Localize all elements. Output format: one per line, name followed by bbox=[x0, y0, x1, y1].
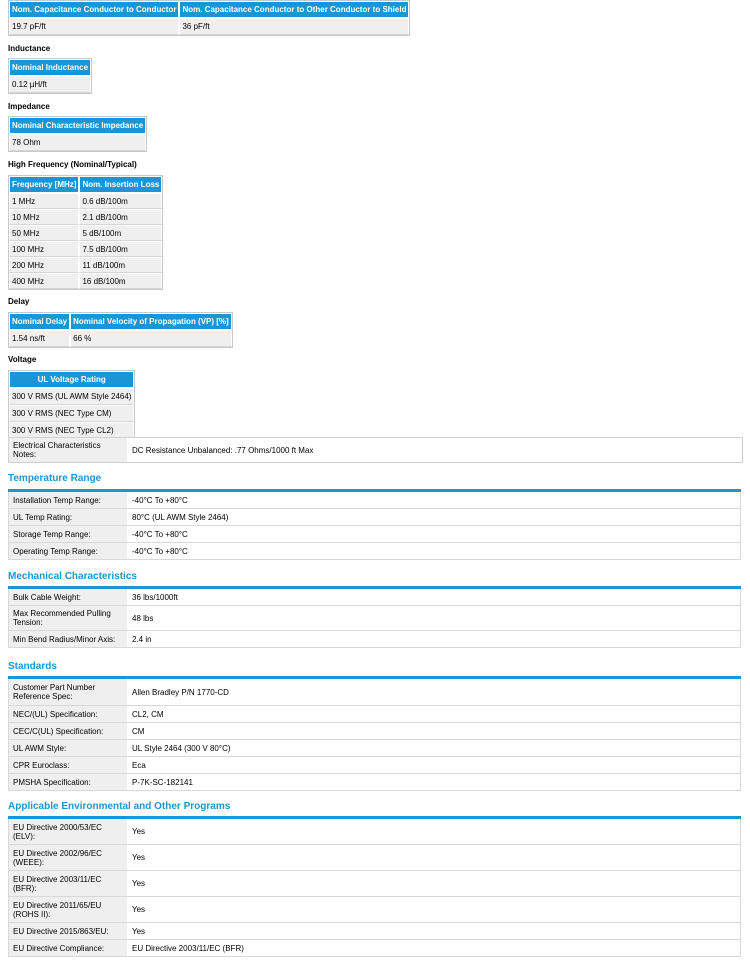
inductance-label: Inductance bbox=[8, 44, 51, 53]
frequency-cell: 200 MHz bbox=[9, 257, 79, 273]
list-item bbox=[8, 631, 741, 648]
inductance-header: Nominal Inductance bbox=[9, 59, 91, 76]
capacitance-header-conductor: Nom. Capacitance Conductor to Conductor bbox=[9, 1, 179, 18]
capacitance-value-shield: 36 pF/ft bbox=[179, 18, 409, 35]
item-key: Installation Temp Range: bbox=[9, 492, 127, 508]
item-key: Customer Part Number Reference Spec: bbox=[9, 679, 127, 705]
impedance-value: 78 Ohm bbox=[9, 134, 146, 151]
insertion-loss-cell: 0.6 dB/100m bbox=[79, 193, 162, 209]
item-value: Yes bbox=[127, 923, 740, 939]
item-value: Allen Bradley P/N 1770-CD bbox=[127, 679, 740, 705]
table-row bbox=[9, 193, 162, 209]
list-item bbox=[8, 606, 741, 631]
item-value: Yes bbox=[127, 819, 740, 844]
frequency-cell: 100 MHz bbox=[9, 241, 79, 257]
voltage-header: UL Voltage Rating bbox=[9, 371, 134, 388]
high-frequency-label: High Frequency (Nominal/Typical) bbox=[8, 160, 137, 169]
item-key: EU Directive 2003/11/EC (BFR): bbox=[9, 871, 127, 896]
item-value: EU Directive 2003/11/EC (BFR) bbox=[127, 940, 740, 956]
velocity-value: 66 % bbox=[70, 330, 232, 347]
frequency-cell: 50 MHz bbox=[9, 225, 79, 241]
item-value: 80°C (UL AWM Style 2464) bbox=[127, 509, 740, 525]
list-item bbox=[8, 819, 741, 845]
environmental-list bbox=[8, 819, 741, 957]
environmental-title: Applicable Environmental and Other Programs bbox=[8, 801, 231, 812]
item-key: Max Recommended Pulling Tension: bbox=[9, 606, 127, 630]
list-item bbox=[8, 723, 741, 740]
delay-table bbox=[8, 312, 233, 348]
standards-list bbox=[8, 679, 741, 791]
list-item bbox=[8, 706, 741, 723]
nominal-delay-header: Nominal Delay bbox=[9, 313, 70, 330]
voltage-label: Voltage bbox=[8, 355, 37, 364]
item-key: EU Directive Compliance: bbox=[9, 940, 127, 956]
frequency-cell: 1 MHz bbox=[9, 193, 79, 209]
insertion-loss-cell: 16 dB/100m bbox=[79, 273, 162, 289]
list-item bbox=[8, 543, 741, 560]
list-item bbox=[8, 845, 741, 871]
impedance-label: Impedance bbox=[8, 102, 50, 111]
list-item bbox=[8, 740, 741, 757]
mechanical-title: Mechanical Characteristics bbox=[8, 571, 137, 582]
item-value: 36 lbs/1000ft bbox=[127, 589, 740, 605]
item-value: Yes bbox=[127, 845, 740, 870]
voltage-cell: 300 V RMS (UL AWM Style 2464) bbox=[9, 388, 134, 405]
electrical-notes bbox=[8, 437, 743, 463]
insertion-loss-header: Nom. Insertion Loss bbox=[79, 176, 162, 193]
list-item bbox=[8, 509, 741, 526]
item-key: Bulk Cable Weight: bbox=[9, 589, 127, 605]
item-value: UL Style 2464 (300 V 80°C) bbox=[127, 740, 740, 756]
frequency-cell: 400 MHz bbox=[9, 273, 79, 289]
list-item bbox=[8, 923, 741, 940]
item-value: -40°C To +80°C bbox=[127, 492, 740, 508]
capacitance-header-shield: Nom. Capacitance Conductor to Other Conductor to Shield bbox=[179, 1, 409, 18]
list-item bbox=[8, 492, 741, 509]
item-value: CM bbox=[127, 723, 740, 739]
item-value: Eca bbox=[127, 757, 740, 773]
insertion-loss-cell: 11 dB/100m bbox=[79, 257, 162, 273]
temperature-title: Temperature Range bbox=[8, 473, 102, 484]
item-key: CEC/C(UL) Specification: bbox=[9, 723, 127, 739]
item-key: Operating Temp Range: bbox=[9, 543, 127, 559]
item-key: EU Directive 2015/863/EU: bbox=[9, 923, 127, 939]
item-value: 48 lbs bbox=[127, 606, 740, 630]
table-row bbox=[9, 209, 162, 225]
capacitance-value-conductor: 19.7 pF/ft bbox=[9, 18, 179, 35]
item-key: EU Directive 2000/53/EC (ELV): bbox=[9, 819, 127, 844]
electrical-notes-key: Electrical Characteristics Notes: bbox=[9, 438, 127, 462]
item-value: Yes bbox=[127, 897, 740, 922]
insertion-loss-cell: 2.1 dB/100m bbox=[79, 209, 162, 225]
item-key: UL AWM Style: bbox=[9, 740, 127, 756]
table-row bbox=[9, 273, 162, 289]
table-row bbox=[9, 225, 162, 241]
list-item bbox=[8, 940, 741, 957]
list-item bbox=[8, 526, 741, 543]
inductance-table bbox=[8, 58, 92, 94]
velocity-header: Nominal Velocity of Propagation (VP) [%] bbox=[70, 313, 232, 330]
list-item bbox=[8, 757, 741, 774]
frequency-header: Frequency [MHz] bbox=[9, 176, 79, 193]
voltage-table bbox=[8, 370, 135, 440]
voltage-cell: 300 V RMS (NEC Type CL2) bbox=[9, 422, 134, 439]
item-value: -40°C To +80°C bbox=[127, 543, 740, 559]
table-row bbox=[9, 241, 162, 257]
high-frequency-table bbox=[8, 175, 163, 290]
voltage-cell: 300 V RMS (NEC Type CM) bbox=[9, 405, 134, 422]
item-key: PMSHA Specification: bbox=[9, 774, 127, 790]
standards-title: Standards bbox=[8, 661, 57, 672]
table-row bbox=[9, 405, 134, 422]
insertion-loss-cell: 7.5 dB/100m bbox=[79, 241, 162, 257]
electrical-notes-value: DC Resistance Unbalanced: .77 Ohms/1000 ft Max bbox=[127, 438, 742, 462]
item-value: CL2, CM bbox=[127, 706, 740, 722]
item-key: Min Bend Radius/Minor Axis: bbox=[9, 631, 127, 647]
capacitance-table bbox=[8, 0, 410, 36]
insertion-loss-cell: 5 dB/100m bbox=[79, 225, 162, 241]
list-item bbox=[8, 871, 741, 897]
item-key: Storage Temp Range: bbox=[9, 526, 127, 542]
item-value: P-7K-SC-182141 bbox=[127, 774, 740, 790]
impedance-table bbox=[8, 116, 147, 152]
list-item bbox=[8, 897, 741, 923]
list-item bbox=[8, 679, 741, 706]
table-row bbox=[9, 388, 134, 405]
item-key: EU Directive 2011/65/EU (ROHS II): bbox=[9, 897, 127, 922]
mechanical-list bbox=[8, 589, 741, 648]
list-item bbox=[8, 589, 741, 606]
list-item bbox=[8, 774, 741, 791]
frequency-cell: 10 MHz bbox=[9, 209, 79, 225]
item-value: Yes bbox=[127, 871, 740, 896]
inductance-value: 0.12 µH/ft bbox=[9, 76, 91, 93]
item-key: CPR Euroclass: bbox=[9, 757, 127, 773]
impedance-header: Nominal Characteristic Impedance bbox=[9, 117, 146, 134]
item-value: 2.4 in bbox=[127, 631, 740, 647]
table-row bbox=[9, 257, 162, 273]
item-key: EU Directive 2002/96/EC (WEEE): bbox=[9, 845, 127, 870]
item-key: NEC/(UL) Specification: bbox=[9, 706, 127, 722]
delay-label: Delay bbox=[8, 297, 30, 306]
item-value: -40°C To +80°C bbox=[127, 526, 740, 542]
item-key: UL Temp Rating: bbox=[9, 509, 127, 525]
temperature-list bbox=[8, 492, 741, 560]
nominal-delay-value: 1.54 ns/ft bbox=[9, 330, 70, 347]
